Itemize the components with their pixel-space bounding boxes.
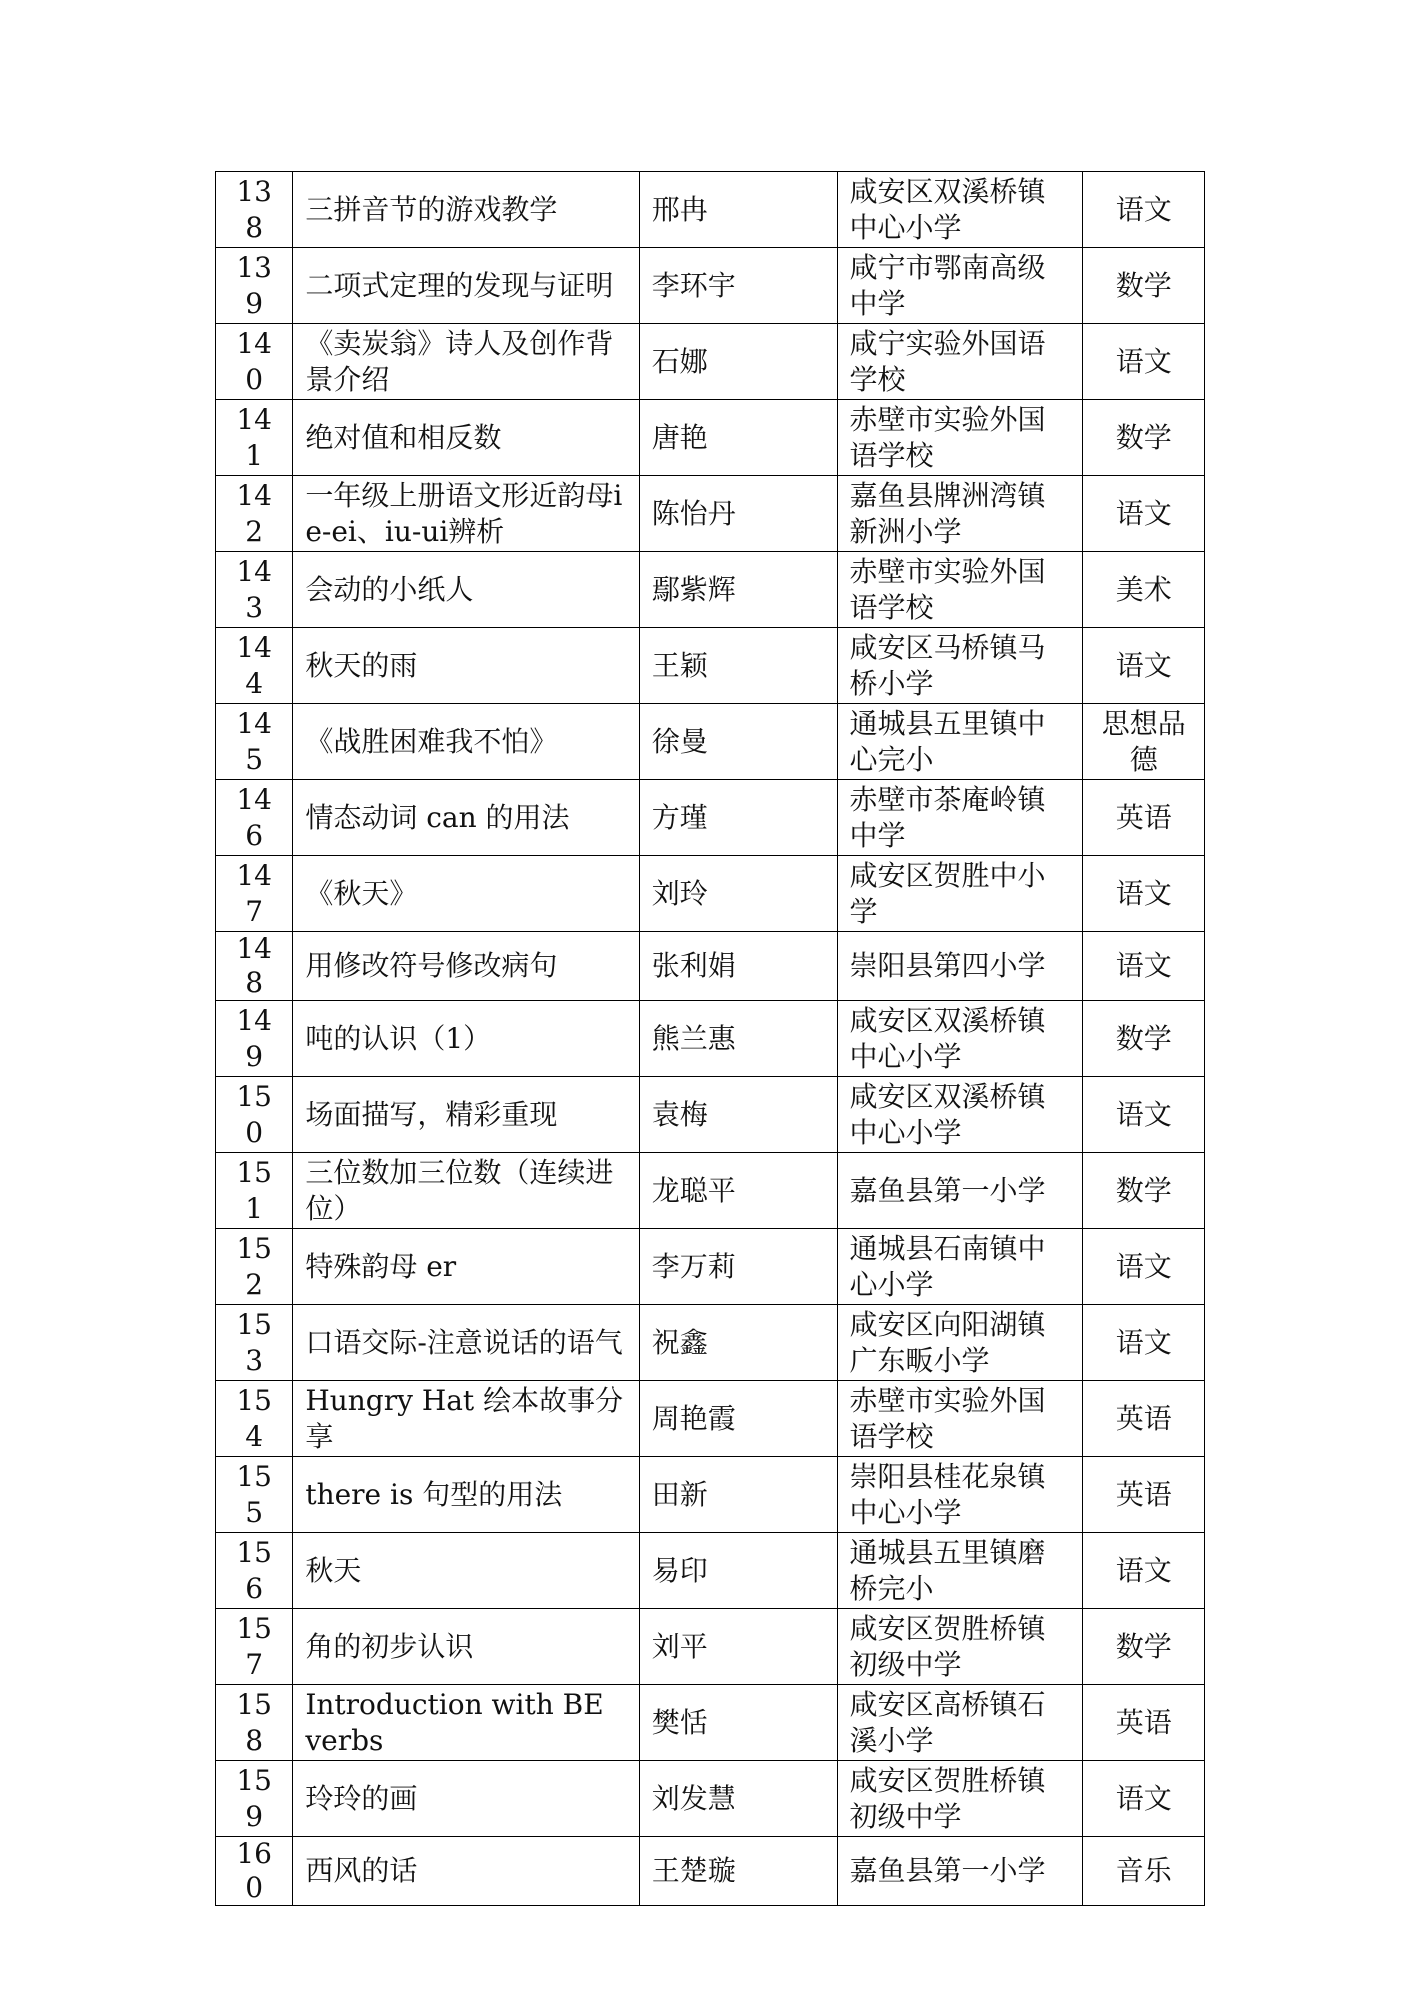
- table-row: [216, 628, 1205, 704]
- row-number-cell: 156: [216, 1533, 293, 1609]
- row-number-cell: 152: [216, 1229, 293, 1305]
- subject-name-cell: 数学: [1083, 1001, 1205, 1077]
- table-row: [216, 1609, 1205, 1685]
- school-name-cell: 赤壁市茶庵岭镇中学: [837, 780, 1083, 856]
- row-number-cell: 144: [216, 628, 293, 704]
- row-number-cell: 160: [216, 1837, 293, 1906]
- subject-name-cell: 语文: [1083, 628, 1205, 704]
- table-row: [216, 1685, 1205, 1761]
- school-name-cell: 嘉鱼县第一小学: [837, 1153, 1083, 1229]
- subject-name-cell: 数学: [1083, 1153, 1205, 1229]
- lesson-roster-table: [215, 171, 1205, 1906]
- teacher-name-cell: 王颖: [639, 628, 837, 704]
- school-name-cell: 咸安区贺胜桥镇初级中学: [837, 1609, 1083, 1685]
- table-row: [216, 324, 1205, 400]
- teacher-name-cell: 龙聪平: [639, 1153, 837, 1229]
- subject-name-cell: 英语: [1083, 1457, 1205, 1533]
- subject-name-cell: 英语: [1083, 780, 1205, 856]
- teacher-name-cell: 方瑾: [639, 780, 837, 856]
- subject-name-cell: 语文: [1083, 1229, 1205, 1305]
- row-number-cell: 157: [216, 1609, 293, 1685]
- table-row: [216, 1305, 1205, 1381]
- subject-name-cell: 英语: [1083, 1381, 1205, 1457]
- school-name-cell: 咸安区高桥镇石溪小学: [837, 1685, 1083, 1761]
- teacher-name-cell: 周艳霞: [639, 1381, 837, 1457]
- school-name-cell: 通城县石南镇中心小学: [837, 1229, 1083, 1305]
- school-name-cell: 咸安区向阳湖镇广东畈小学: [837, 1305, 1083, 1381]
- subject-name-cell: 音乐: [1083, 1837, 1205, 1906]
- table-row: [216, 248, 1205, 324]
- lesson-title-cell: 秋天: [293, 1533, 639, 1609]
- teacher-name-cell: 祝鑫: [639, 1305, 837, 1381]
- teacher-name-cell: 袁梅: [639, 1077, 837, 1153]
- lesson-title-cell: 绝对值和相反数: [293, 400, 639, 476]
- row-number-cell: 143: [216, 552, 293, 628]
- school-name-cell: 嘉鱼县牌洲湾镇新洲小学: [837, 476, 1083, 552]
- lesson-title-cell: 秋天的雨: [293, 628, 639, 704]
- row-number-cell: 148: [216, 932, 293, 1001]
- table-row: [216, 1153, 1205, 1229]
- teacher-name-cell: 田新: [639, 1457, 837, 1533]
- teacher-name-cell: 王楚璇: [639, 1837, 837, 1906]
- row-number-cell: 140: [216, 324, 293, 400]
- lesson-title-cell: 一年级上册语文形近韵母ie-ei、iu-ui辨析: [293, 476, 639, 552]
- teacher-name-cell: 邢冉: [639, 172, 837, 248]
- school-name-cell: 咸宁市鄂南高级中学: [837, 248, 1083, 324]
- table-row: [216, 856, 1205, 932]
- table-row: [216, 1761, 1205, 1837]
- row-number-cell: 142: [216, 476, 293, 552]
- teacher-name-cell: 唐艳: [639, 400, 837, 476]
- school-name-cell: 咸安区双溪桥镇中心小学: [837, 1077, 1083, 1153]
- table-row: [216, 780, 1205, 856]
- row-number-cell: 153: [216, 1305, 293, 1381]
- teacher-name-cell: 李环宇: [639, 248, 837, 324]
- teacher-name-cell: 徐曼: [639, 704, 837, 780]
- school-name-cell: 崇阳县桂花泉镇中心小学: [837, 1457, 1083, 1533]
- table-row: [216, 1837, 1205, 1906]
- row-number-cell: 138: [216, 172, 293, 248]
- lesson-title-cell: 场面描写，精彩重现: [293, 1077, 639, 1153]
- school-name-cell: 咸宁实验外国语学校: [837, 324, 1083, 400]
- lesson-title-cell: 情态动词 can 的用法: [293, 780, 639, 856]
- subject-name-cell: 语文: [1083, 932, 1205, 1001]
- row-number-cell: 158: [216, 1685, 293, 1761]
- teacher-name-cell: 刘玲: [639, 856, 837, 932]
- teacher-name-cell: 刘发慧: [639, 1761, 837, 1837]
- lesson-title-cell: 会动的小纸人: [293, 552, 639, 628]
- row-number-cell: 145: [216, 704, 293, 780]
- teacher-name-cell: 陈怡丹: [639, 476, 837, 552]
- lesson-title-cell: 西风的话: [293, 1837, 639, 1906]
- table-row: [216, 704, 1205, 780]
- subject-name-cell: 英语: [1083, 1685, 1205, 1761]
- school-name-cell: 赤壁市实验外国语学校: [837, 1381, 1083, 1457]
- teacher-name-cell: 樊恬: [639, 1685, 837, 1761]
- table-row: [216, 476, 1205, 552]
- teacher-name-cell: 易印: [639, 1533, 837, 1609]
- lesson-title-cell: 用修改符号修改病句: [293, 932, 639, 1001]
- row-number-cell: 147: [216, 856, 293, 932]
- teacher-name-cell: 张利娟: [639, 932, 837, 1001]
- lesson-title-cell: 玲玲的画: [293, 1761, 639, 1837]
- school-name-cell: 咸安区双溪桥镇中心小学: [837, 1001, 1083, 1077]
- row-number-cell: 146: [216, 780, 293, 856]
- row-number-cell: 151: [216, 1153, 293, 1229]
- subject-name-cell: 数学: [1083, 1609, 1205, 1685]
- table-row: [216, 172, 1205, 248]
- row-number-cell: 141: [216, 400, 293, 476]
- subject-name-cell: 语文: [1083, 324, 1205, 400]
- school-name-cell: 赤壁市实验外国语学校: [837, 400, 1083, 476]
- school-name-cell: 咸安区贺胜桥镇初级中学: [837, 1761, 1083, 1837]
- table-row: [216, 552, 1205, 628]
- subject-name-cell: 语文: [1083, 476, 1205, 552]
- subject-name-cell: 语文: [1083, 1077, 1205, 1153]
- table-row: [216, 1229, 1205, 1305]
- table-row: [216, 1457, 1205, 1533]
- lesson-title-cell: 《战胜困难我不怕》: [293, 704, 639, 780]
- school-name-cell: 咸安区贺胜中小学: [837, 856, 1083, 932]
- lesson-title-cell: 《秋天》: [293, 856, 639, 932]
- subject-name-cell: 语文: [1083, 856, 1205, 932]
- table-row: [216, 932, 1205, 1001]
- teacher-name-cell: 石娜: [639, 324, 837, 400]
- teacher-name-cell: 李万莉: [639, 1229, 837, 1305]
- school-name-cell: 崇阳县第四小学: [837, 932, 1083, 1001]
- subject-name-cell: 语文: [1083, 1305, 1205, 1381]
- school-name-cell: 咸安区马桥镇马桥小学: [837, 628, 1083, 704]
- lesson-title-cell: 三拼音节的游戏教学: [293, 172, 639, 248]
- table-row: [216, 1077, 1205, 1153]
- subject-name-cell: 语文: [1083, 1761, 1205, 1837]
- subject-name-cell: 语文: [1083, 1533, 1205, 1609]
- roster-body: [216, 172, 1205, 1906]
- table-row: [216, 400, 1205, 476]
- lesson-title-cell: 角的初步认识: [293, 1609, 639, 1685]
- subject-name-cell: 美术: [1083, 552, 1205, 628]
- school-name-cell: 嘉鱼县第一小学: [837, 1837, 1083, 1906]
- lesson-title-cell: 口语交际-注意说话的语气: [293, 1305, 639, 1381]
- lesson-title-cell: 二项式定理的发现与证明: [293, 248, 639, 324]
- school-name-cell: 通城县五里镇中心完小: [837, 704, 1083, 780]
- lesson-title-cell: 三位数加三位数（连续进位）: [293, 1153, 639, 1229]
- teacher-name-cell: 熊兰惠: [639, 1001, 837, 1077]
- lesson-title-cell: 吨的认识（1）: [293, 1001, 639, 1077]
- table-row: [216, 1533, 1205, 1609]
- row-number-cell: 155: [216, 1457, 293, 1533]
- subject-name-cell: 思想品德: [1083, 704, 1205, 780]
- school-name-cell: 赤壁市实验外国语学校: [837, 552, 1083, 628]
- row-number-cell: 154: [216, 1381, 293, 1457]
- teacher-name-cell: 刘平: [639, 1609, 837, 1685]
- lesson-title-cell: 特殊韵母 er: [293, 1229, 639, 1305]
- school-name-cell: 咸安区双溪桥镇中心小学: [837, 172, 1083, 248]
- lesson-title-cell: Hungry Hat 绘本故事分享: [293, 1381, 639, 1457]
- row-number-cell: 150: [216, 1077, 293, 1153]
- row-number-cell: 159: [216, 1761, 293, 1837]
- row-number-cell: 139: [216, 248, 293, 324]
- lesson-title-cell: 《卖炭翁》诗人及创作背景介绍: [293, 324, 639, 400]
- teacher-name-cell: 鄢紫辉: [639, 552, 837, 628]
- row-number-cell: 149: [216, 1001, 293, 1077]
- lesson-title-cell: there is 句型的用法: [293, 1457, 639, 1533]
- subject-name-cell: 数学: [1083, 248, 1205, 324]
- lesson-title-cell: Introduction with BE verbs: [293, 1685, 639, 1761]
- school-name-cell: 通城县五里镇磨桥完小: [837, 1533, 1083, 1609]
- subject-name-cell: 语文: [1083, 172, 1205, 248]
- table-row: [216, 1001, 1205, 1077]
- table-row: [216, 1381, 1205, 1457]
- subject-name-cell: 数学: [1083, 400, 1205, 476]
